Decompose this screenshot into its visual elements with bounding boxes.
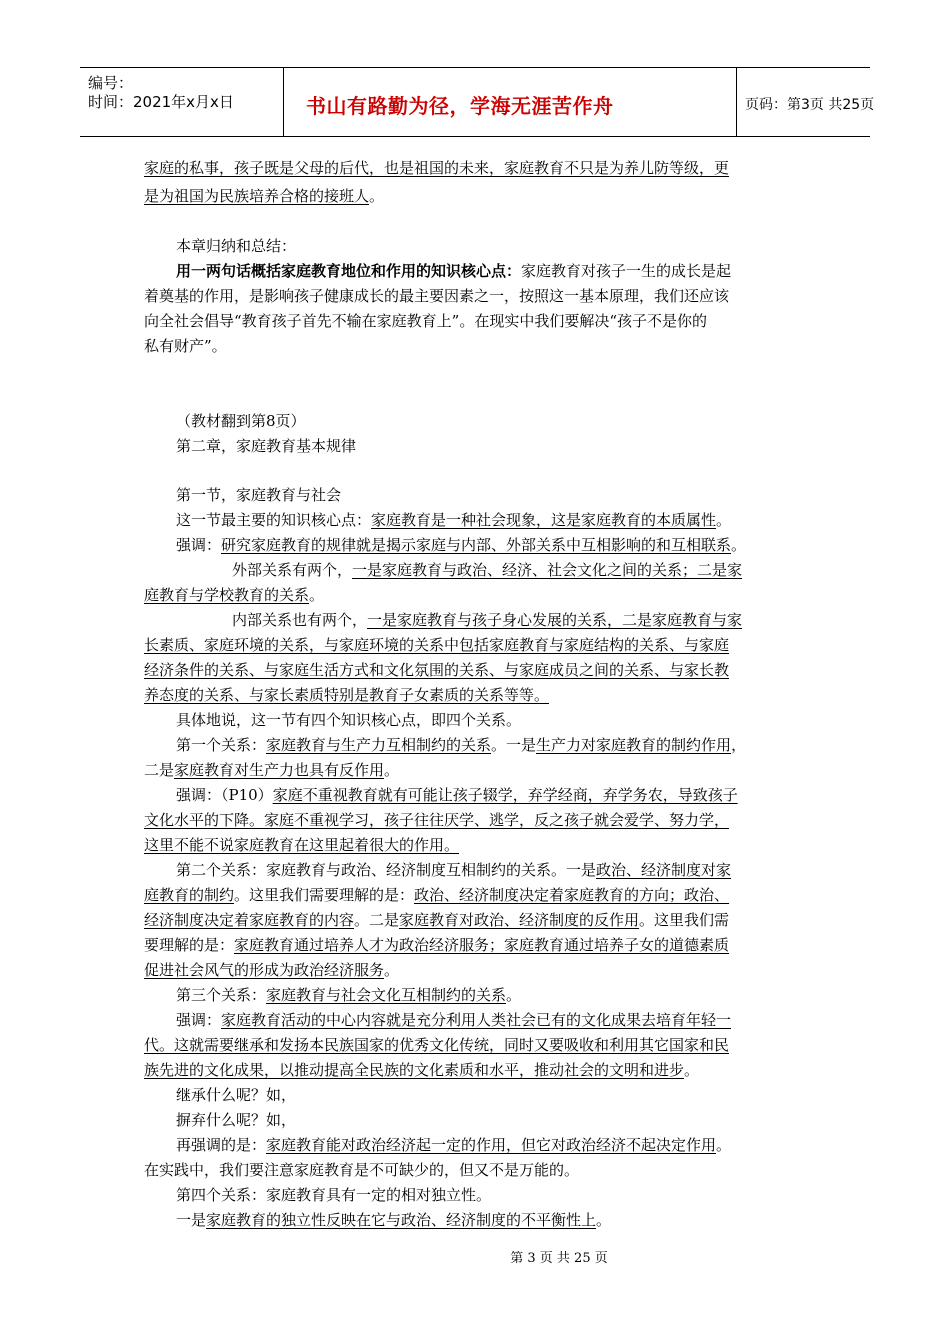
underlined-text: 家庭教育对政治、经济制度的反作用 [399,911,640,929]
underlined-text: 长素质、家庭环境的关系，与家庭环境的关系中包括家庭教育与家庭结构的关系、与家庭 [144,636,730,654]
text: 。 [369,187,385,205]
text: 。一是 [491,736,537,754]
text: 外部关系有两个， [232,561,353,579]
paragraph-line [232,559,742,581]
text: 。 [716,511,732,529]
paragraph-line [176,734,746,756]
bold-text: 用一两句话概括家庭教育地位和作用的知识核心点： [176,262,522,280]
paragraph-line [144,584,324,606]
paragraph-line [176,984,521,1006]
underlined-text: 家庭教育是一种社会现象，这是家庭教育的本质属性 [371,511,717,529]
time-label: 时间：2021年x月x日 [88,93,234,111]
paragraph-line [144,1059,699,1081]
underlined-text: 经济条件的关系、与家庭生活方式和文化氛围的关系、与家庭成员之间的关系、与家长教 [144,661,730,679]
underlined-text: 代。这就需要继承和发扬本民族国家的优秀文化传统，同时又要吸收和利用其它国家和民 [144,1036,730,1054]
text: 。 [684,1061,700,1079]
paragraph-line: 向全社会倡导“教育孩子首先不输在家庭教育上”。在现实中我们要解决“孩子不是你的 [144,312,708,330]
header-motto-cell [284,68,737,136]
paragraph-line [144,909,729,931]
underlined-text: 生产力对家庭教育的制约作用 [536,736,732,754]
text: 强调： [176,536,222,554]
paragraph-line [176,1209,611,1231]
text: 强调：（P10） [176,786,273,804]
underlined-text: 家庭不重视教育就有可能让孩子辍学，弃学经商，弃学务农，导致孩子 [272,786,738,804]
paragraph-line [176,784,738,806]
summary-heading: 本章归纳和总结： [176,237,297,255]
motto: 书山有路勤为径，学海无涯苦作舟 [306,94,614,118]
underlined-text: 庭教育的制约 [144,886,235,904]
footer-page-number: 第 3 页 共 25 页 [510,1251,608,1266]
paragraph-line [176,534,746,556]
paragraph-line: 在实践中，我们要注意家庭教育是不可缺少的，但又不是万能的。 [144,1161,580,1179]
header-table [80,67,875,137]
paragraph-line [144,959,399,981]
underlined-text: 文化水平的下降。家庭不重视学习，孩子往往厌学、逃学，反之孩子就会爱学、努力学， [144,811,730,829]
paragraph-line [176,859,731,881]
paragraph-line [144,809,729,831]
underlined-text: 家庭教育活动的中心内容就是充分利用人类社会已有的文化成果去培育年轻一 [221,1011,732,1029]
paragraph-line: 摒弃什么呢？如， [176,1111,297,1129]
underlined-text: 促进社会风气的形成为政治经济服务 [144,961,385,979]
text: 。 [384,961,400,979]
text: ， [731,736,747,754]
paragraph-line [144,884,729,906]
paragraph-line [176,260,731,282]
text: 第三个关系： [176,986,267,1004]
paragraph-line: 第四个关系：家庭教育具有一定的相对独立性。 [176,1186,492,1204]
underlined-text: 家庭教育通过培养人才为政治经济服务；家庭教育通过培养子女的道德素质 [234,936,730,954]
paragraph-line [144,634,729,656]
paragraph-line [144,759,399,781]
header-page-cell [737,68,875,136]
text: 第二个关系：家庭教育与政治、经济制度互相制约的关系。一是 [176,861,597,879]
underlined-text: 家庭的私事，孩子既是父母的后代，也是祖国的未来，家庭教育不只是为养儿防等级，更 [144,159,730,177]
paragraph-line: 具体地说，这一节有四个知识核心点，即四个关系。 [176,711,522,729]
underlined-text: 是为祖国为民族培养合格的接班人 [144,187,370,205]
text: 内部关系也有两个， [232,611,368,629]
header-meta-cell [80,68,284,136]
underlined-text: 养态度的关系、与家长素质特别是教育子女素质的关系等等。 [144,686,550,704]
paragraph-line [176,1134,731,1156]
text: 要理解的是： [144,936,235,954]
paragraph-line: 私有财产”。 [144,337,227,355]
paragraph-line [144,185,384,207]
underlined-text: 这里不能不说家庭教育在这里起着很大的作用。 [144,836,460,854]
underlined-text: 研究家庭教育的规律就是揭示家庭与内部、外部关系中互相影响的和互相联系 [221,536,732,554]
underlined-text: 家庭教育与生产力互相制约的关系 [266,736,492,754]
number-label: 编号： [88,74,134,92]
paragraph-line [232,609,742,631]
section-title: 第一节，家庭教育与社会 [176,486,342,504]
underlined-text: 经济制度决定着家庭教育的内容 [144,911,355,929]
paragraph-line [176,1009,731,1031]
textbook-note: （教材翻到第8页） [176,412,306,430]
text: 。 [596,1211,612,1229]
paragraph-line [144,1034,729,1056]
underlined-text: 族先进的文化成果，以推动提高全民族的文化素质和水平，推动社会的文明和进步 [144,1061,685,1079]
text: 。 [731,536,747,554]
paragraph-line [144,659,729,681]
text: 一是 [176,1211,207,1229]
text: 家庭教育对孩子一生的成长是起 [521,262,732,280]
underlined-text: 庭教育与学校教育的关系 [144,586,310,604]
text: 。 [384,761,400,779]
underlined-text: 政治、经济制度决定着家庭教育的方向；政治、 [414,886,730,904]
underlined-text: 政治、经济制度对家 [596,861,732,879]
paragraph-line [144,684,549,706]
underlined-text: 一是家庭教育与政治、经济、社会文化之间的关系；二是家 [352,561,743,579]
text: 。 [309,586,325,604]
chapter-title: 第二章，家庭教育基本规律 [176,437,357,455]
text: 二是 [144,761,175,779]
text: 。 [716,1136,732,1154]
page-footer [0,1247,950,1266]
paragraph-line [144,834,459,856]
text: 。这里我们需 [639,911,730,929]
paragraph-line: 着奠基的作用，是影响孩子健康成长的最主要因素之一，按照这一基本原理，我们还应该 [144,287,730,305]
underlined-text: 家庭教育对生产力也具有反作用 [174,761,385,779]
paragraph-line [144,934,729,956]
text: 这一节最主要的知识核心点： [176,511,372,529]
text: 。 [506,986,522,1004]
underlined-text: 家庭教育能对政治经济起一定的作用，但它对政治经济不起决定作用 [266,1136,717,1154]
underlined-text: 一是家庭教育与孩子身心发展的关系，二是家庭教育与家 [367,611,743,629]
paragraph-line [144,157,729,179]
paragraph-line: 继承什么呢？如， [176,1086,297,1104]
text: 强调： [176,1011,222,1029]
underlined-text: 家庭教育的独立性反映在它与政治、经济制度的不平衡性上 [206,1211,597,1229]
paragraph-line [176,509,731,531]
text: 再强调的是： [176,1136,267,1154]
page-info: 页码：第3页 共25页 [745,97,875,113]
text: 。二是 [354,911,400,929]
text: 。这里我们需要理解的是： [234,886,415,904]
text: 第一个关系： [176,736,267,754]
underlined-text: 家庭教育与社会文化互相制约的关系 [266,986,507,1004]
